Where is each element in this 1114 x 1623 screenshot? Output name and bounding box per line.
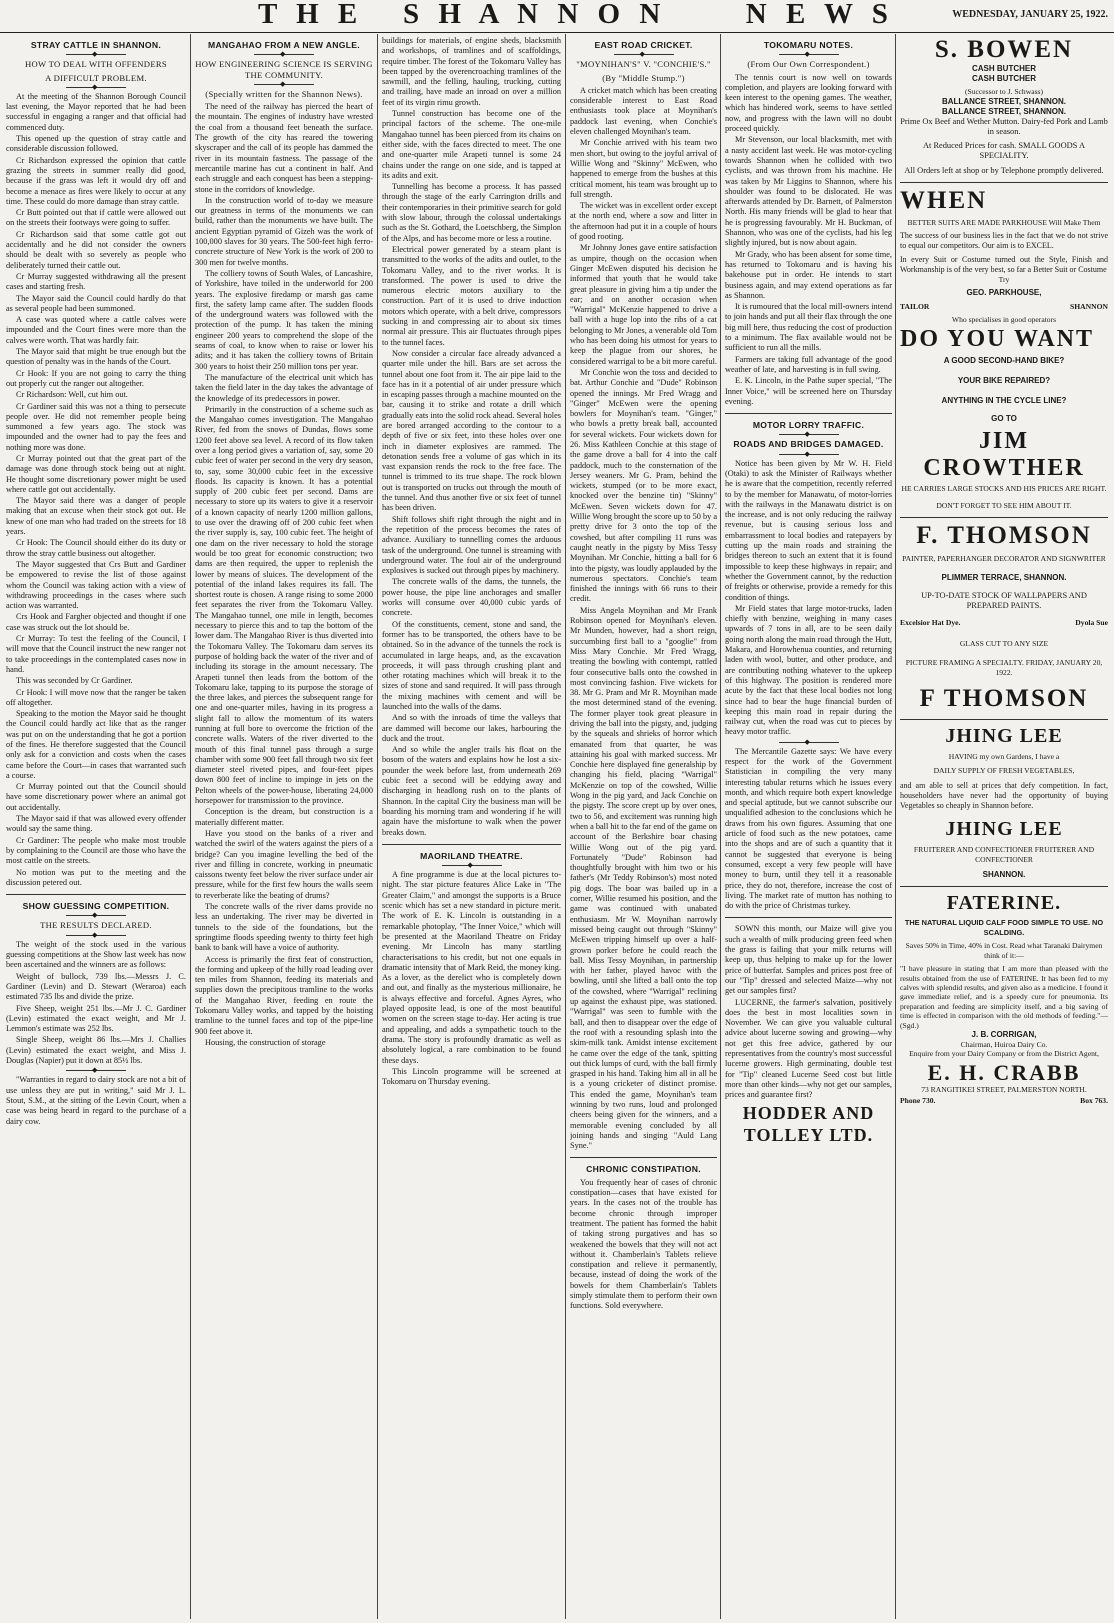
ad-thomson [900, 517, 1108, 713]
ad-line: BALLANCE STREET, SHANNON. [941, 106, 1066, 116]
headline-divider [66, 54, 126, 55]
column-4 [570, 36, 717, 1619]
column-rule [377, 34, 378, 1619]
paragraph: LUCERNE, the farmer's salvation, positively does the best in most localities sown in November. We can give you valuable cultural advice about lucerne sowing and growing—why not get this free advice, gathered by our representatives from the country's most successful lucerne growers. High germinating, double test for "Tip" cleaned Lucerne Seed cost but little more than other kinds—why not get our samples, prices and guarantee first? [725, 997, 892, 1100]
ad-line: Excelsior Hat Dye. [900, 618, 961, 628]
paragraph: The wicket was in excellent order except at the north end, where a sow and litter in the afternoon had put it in a couple of hours of good rooting. [570, 201, 717, 242]
paragraph: Of the constituents, cement, stone and sand, the former has to be transported, the others have to be obtained. So in the advance of the tunnels the rock is accumulated in large heaps, and, as the excavation proceeds, it will pass through crushing plant and other rotating machines which will break it to the sizes of stone and sand required. It will pass through the mixing machines with cement and will be launched into the walls of the dams. [382, 619, 561, 711]
ad-line: Who specialises in good operators [951, 315, 1057, 325]
paragraph: Electrical power generated by a steam plant is transmitted to the works of the adits and outlet, to the Tokomaru Valley, and to the river works. It is transformed. The power is used to drive the numerous electric motors auxiliary to the construction. Part of it is used to drive induction motors which operate, with a belt drive, compressors sucking in and compressing air to about six times normal air pressure. This air fluctuates through pipes to the tunnel faces. [382, 244, 561, 347]
column-rule [720, 34, 721, 1619]
ad-line: PAINTER, PAPERHANGER DECORATOR AND SIGNWRITER [902, 553, 1106, 563]
ad-line: (Successor to J. Schwass) [964, 87, 1044, 96]
subheadline: (From Our Own Correspondent.) [747, 59, 870, 70]
paragraph: Conception is the dream, but construction is a materially different matter. [195, 807, 373, 827]
ad-parkhouse [900, 182, 1108, 325]
ad-line: Saves 50% in Time, 40% in Cost. Read what Taranaki Dairymen think of it:— [905, 941, 1103, 960]
headline-divider [66, 915, 126, 916]
paragraph: Access is primarily the first feat of construction, the forming and upkeep of the hilly road leading over ten miles from Shannon, feeding its materials and supplies down the precipitous tramline to the works of the Mangahao River, feeding en route the Tokomaru Valley works, and tapped by the hoisting tramline to the tunnel faces and top of the pipe-line 900 feet above it. [195, 954, 373, 1036]
paragraph: Mr Conchie won the toss and decided to bat. Arthur Conchie and "Dude" Robinson opened the innings. Mr Fred Wragg and "Ginger" McEwen were the opening bowlers for Moynihan's team. "Ginger," who bowls a pretty break ball, accounted for several wickets. Four wickets down for 26. Miss Kathleen Conchie at this stage of the game drove a ball for 4 into the calf paddock, much to the consternation of the Jersey weaners. Mr G. Pram, behind the wickets, stumped (or to be more exact, knocked over the benzine tin) "Skinny" McEwen. Seven wickets down for 47. Willie Wong brought the score up to 50 by a pretty drive for 3 onto the top of the cowshed, but after compiling 11 runs was caught neatly in the pigsty by Miss Tessy Moynihan. Mr Conchie, hitting a ball for 6 into the pigsty, was loudly applauded by the numerous spectators. Conchie's team finished the innings with 66 runs to their credit. [570, 367, 717, 604]
headline-maoriland-theatre: MAORILAND THEATRE. [420, 850, 523, 861]
ad-line: HAVING my own Gardens, I have a [948, 752, 1060, 762]
paragraph: Cr Murray: To test the feeling of the Council, I will move that the Council instruct the new ranger not to take proceedings in the contemplated cases now in hand. [6, 634, 186, 674]
subheadline: HOW TO DEAL WITH OFFENDERS [25, 59, 167, 70]
ad-row [900, 1096, 1108, 1106]
paragraph: Cr Gardiner said this was not a thing to persecute people over. He did not remember people being summoned a few years ago. The stock was impounded and the owner had to pay the fees and nothing more was done. [6, 401, 186, 452]
paragraph: Five Sheep, weight 251 lbs.—Mr J. C. Gardiner (Levin) estimated the exact weight, and Mr J. Lemmon's estimate was 252 lbs. [6, 1003, 186, 1034]
headline-show-guessing: SHOW GUESSING COMPETITION. [22, 901, 170, 912]
ad-line: SHANNON. [982, 870, 1026, 880]
subheadline: ROADS AND BRIDGES DAMAGED. [733, 439, 884, 450]
paragraph: This opened up the question of stray cattle and considerable discussion followed. [6, 134, 186, 154]
headline-divider [66, 87, 126, 88]
do-you-want-heading: DO YOU WANT [900, 325, 1095, 352]
ad-line: PLIMMER TERRACE, SHANNON. [941, 573, 1067, 583]
jhing-lee-name-repeat: JHING LEE [945, 818, 1063, 841]
hodder-tolley-ad-title: HODDER AND TOLLEY LTD. [742, 1102, 875, 1145]
column-6-ads [900, 36, 1108, 1619]
paragraph: The need of the railway has pierced the heart of the mountain. The engines of industry have wrested the coal from a thousand feet beneath the surface. The growth of the city has reared the towering skyscraper and the call of its people has dammed the river in its mountain fastness. The passage of the mercantile marine has cut a continent in half. And each struggle and each conquest has been a stepping-stone in the corridors of knowledge. [195, 102, 373, 194]
headline-stray-cattle: STRAY CATTLE IN SHANNON. [30, 40, 162, 50]
ad-line: ANYTHING IN THE CYCLE LINE? [941, 395, 1067, 405]
thomson-name: F. THOMSON [916, 521, 1092, 549]
paragraph: Crs Hook and Fargher objected and thought if one case was struck out the lot should be. [6, 612, 186, 632]
ad-line: DON'T FORGET TO SEE HIM ABOUT IT. [936, 501, 1072, 511]
headline-divider [779, 742, 839, 743]
paragraph: The colliery towns of South Wales, of Lancashire, of Yorkshire, have toiled in the underworld for 200 years. The explosive firedamp or marsh gas came first, the safety lamp came after. The sudden floods of the underground waters was followed with the protection of the pump. It has taken the mining engineer 200 years to comprehend the slope of the seams of coal, to know when to raise or lower his adits; and it has taken the colliery towns of Britain 300 years to hoist their 250 million tons per year. [195, 268, 373, 371]
paragraph: The Mayor suggested that Crs Butt and Gardiner be empowered to revise the list of those against whom the Council was taking action with a view of withdrawing proceedings in the cases where such action was warranted. [6, 559, 186, 611]
column-3 [382, 36, 561, 1619]
paragraph: "Warranties in regard to dairy stock are not a bit of use unless they are put in writing," said Mr J. L. Stout, S.M., at the sitting of the Levin Court, when a case was being heard in regard to the purchase of a dairy cow. [6, 1075, 186, 1126]
paragraph: Tunnelling has become a process. It has passed through the stage of the early Carrington drills and their contemporaries in their primitive search for gold with slow labour, through the colossal undertakings such as the St. Gothard, the Loetschberg, the Simplon of the Alps, and has become more or less a routine. [382, 182, 561, 243]
column-1 [6, 36, 186, 1619]
paragraph: Cr Murray suggested withdrawing all the present cases and starting fresh. [6, 271, 186, 292]
paragraph: Housing, the construction of storage [205, 1037, 326, 1047]
paragraph: Cr Hook: I will move now that the ranger be taken off altogether. [6, 687, 186, 707]
ad-line: Dyola Sue [1075, 618, 1108, 628]
paragraph: Shift follows shift right through the night and in the repetition of the process becomes the rates of advance. Auxiliary to tunnelling comes the arduous task of the underground. One tunnel is streaming with underground water. The foul air of the underground explosives is sucked out through pipes by machinery. [382, 514, 561, 576]
faterine-name: FATERINE. [946, 892, 1062, 915]
paragraph: Have you stood on the banks of a river and watched the swirl of the waters against the piers of a bridge? Can you imagine levelling the bed of the river and filling in concrete, working in pneumatic caissons twenty feet below the river surface under air pressure, while for the first few hours the walls seem to reverberate like the beating of drums? [195, 828, 373, 900]
headline-divider [254, 84, 314, 85]
paragraph: And so with the inroads of time the valleys that are dammed will become our lakes, harbouring the duck and the trout. [382, 713, 561, 743]
paragraph: Cr Hook: If you are not going to carry the thing out properly cut the ranger out altogether. [6, 368, 186, 388]
article-divider [725, 917, 892, 918]
headline-tokomaru-notes: TOKOMARU NOTES. [763, 40, 854, 50]
headline-divider [66, 935, 126, 936]
ad-line: SHANNON [1070, 302, 1108, 311]
paragraph: Mr Johnny Jones gave entire satisfaction as umpire, though on the occasion when Ginger McEwen disputed his decision he informed that youth that he would take great pleasure in giving him a tip under the ear; and on another occasion when "Warrigal" McKenzie happened to drive a ball with a huge lop into the ribs of a cat belonging to Mr Jones, a venerable old Tom who has been doing his utmost for years to keep the plague from our shores, he considered warrigal to be a bit more careful. [570, 243, 717, 366]
ad-line: Try [998, 274, 1010, 284]
when-heading: WHEN [900, 187, 988, 214]
article-divider [725, 413, 892, 414]
paragraph: Cr Richardson: Well, cut him out. [16, 390, 128, 400]
ad-crowther [900, 327, 1108, 511]
newspaper-title: T H E S H A N N O N N E W S [258, 0, 894, 30]
ad-line: Chairman, Huiroa Dairy Co. [960, 1039, 1048, 1049]
paragraph: A fine programme is due at the local pictures to-night. The star picture features Alice Lake in "The Greater Claim," and amongst the supports is a Bruce scenic which has set a new standard in picture merit. The work of E. K. Lincoln is outstanding in a remarkable photoplay, "The Inner Voice," which will be presented at the Maoriland Theatre on Friday evening. Mr Lincoln has many startling characterisations to his credit, but not one equals in dramatic intensity that of Mark Reid, the money king. As a lover, as the derelict who is completely down and out, and finally as the mysterious millionaire, he is always effective and forceful. Agnes Ayres, who played opposite lead, is one of the most beautiful women on the screen stage to-day. Her acting is true and appealing, and adds a sympathetic touch to the drama. The story is profoundly dramatic as well as absolutely logical, a rare combination to be found these days. [382, 870, 561, 1065]
paragraph: Speaking to the motion the Mayor said he thought the Council could hardly act like that as the ranger was put on on the understanding that he got a portion of the fines. He therefore suggested that the Council only ask for a conviction and costs when the cases came before the Court—in cases that warranted such a course. [6, 709, 186, 780]
paragraph: Miss Angela Moynihan and Mr Frank Robinson opened for Moynihan's eleven. Mr Munden, however, had a short reign, succumbing first ball to a "googlie" from Miss Mary Conchie. Mr Fred Wragg, treating the bowling with contempt, rattled four consecutive balls onto the cowshed in most convincing fashion. Five wickets for 38. Mr G. Pram and Mr R. Moynihan made the most determined stand of the evening. The former player took great pleasure in driving the ball into the pigsty, and, judging by the squeals and shrieks of horror which emanated from that quarter, he was attaining his goal with marked success. Mr Conchie here displayed fine generalship by changing his field, placing "Warrigal" McKenzie on top of the cowshed, Willie Wong in the pig yard, and Jack Conchie on the pigsty. The score crept up by over ones, two to 56, and excitement was running high when a ball hit to the far end of the game on account of the Berkshire boar chasing Willie Wong out of the pig yard. Fortunately "Dude" Robinson had thoughtfully brought with him two or his father's (Mr Teddy Robinson's) most noted pig dogs. The boar was bailed up in a corner, Willie resumed his position, and the game was continued with unabated enthusiasm. Mr W. Moynihan narrowly missed being caught out through "Skinny" McEwen tripping himself up over a half-grown porker before he could reach the ball. Miss Tessy Moynihan, in partnership with her father, played havoc with the bowling, until she lifted a ball onto the top of the cowshed, where "Warrigal" reclining up against the exhaust pipe, was stationed. "Warrigal" was seen to fumble with the ball, and then to disappear over the edge of the roof with a resounding splash into the skim-milk tank. Amidst intense excitement he came over the edge of the tank, spitting out thick lumps of curd, with the ball firmly grasped in his hand. Taking him all in all he is a young cricketer of distinct promise. This ended the game, Moynihan's team winning by two runs, loud and prolonged cheers being given for the winners, and a memorable evening concluded by all joining hands and singing "Auld Lang Syne." [570, 605, 717, 1151]
ad-line: DAILY SUPPLY OF FRESH VEGETABLES, [933, 765, 1075, 775]
subheadline: "MOYNIHAN'S" V. "CONCHIE'S." [576, 59, 711, 70]
ad-line: All Orders left at shop or by Telephone promptly delivered. [904, 165, 1104, 175]
subheadline: HOW ENGINEERING SCIENCE IS SERVING THE COMMUNITY. [195, 59, 373, 80]
paragraph: E. K. Lincoln, in the Pathe super special, "The Inner Voice," will be screened here on Thursday evening. [725, 376, 892, 406]
ad-line: Enquire from your Dairy Company or from the District Agent, [909, 1049, 1099, 1059]
ad-line: GO TO [991, 413, 1017, 423]
paragraph: At the meeting of the Shannon Borough Council last evening, the Mayor reported that he had been successful in engaging a ranger and that official had commenced duty. [6, 91, 186, 132]
ad-line: THE NATURAL LIQUID CALF FOOD SIMPLE TO USE. NO SCALDING. [904, 918, 1104, 938]
parkhouse-name: GEO. PARKHOUSE, [966, 288, 1042, 297]
ad-line: PICTURE FRAMING A SPECIALTY. FRIDAY, JANUARY 20, 1922. [905, 658, 1103, 677]
ad-line: FRUITERER AND CONFECTIONER FRUITERER AND CONFECTIONER [913, 845, 1095, 864]
paragraph: This was seconded by Cr Gardiner. [16, 676, 133, 686]
ad-line: At Reduced Prices for cash. SMALL GOODS A SPECIALITY. [922, 140, 1086, 160]
paragraph: Tunnel construction has become one of the principal factors of the scheme. The one-mile Mangahao tunnel has been pierced from its chains on either side, with the faces directed to meet. The one and one-quarter mile Arapeti tunnel is some 24 chains under the range on one side, and is tapped at its adits and exit. [382, 109, 561, 180]
subheadline: (By "Middle Stump.") [602, 72, 685, 83]
ad-line: A GOOD SECOND-HAND BIKE? [943, 355, 1065, 365]
subheadline: (Specially written for the Shannon News). [205, 88, 363, 99]
headline-cricket: EAST ROAD CRICKET. [594, 40, 693, 50]
paragraph: The Mayor said that might be true enough but the question of penalty was in the hands of the Court. [6, 347, 186, 367]
paragraph: The manufacture of the electrical unit which has taken the field later in the day takes the advantage of the knowledge of its predecessors in power. [195, 372, 373, 403]
column-5 [725, 36, 892, 1619]
ad-line: J. B. CORRIGAN, [971, 1029, 1037, 1039]
column-rule [565, 34, 566, 1619]
ad-row [900, 302, 1108, 312]
paragraph: And so while the angler trails his float on the bosom of the waters and explains how he lost a six-pounder the week before last, from underneath 269 cubic feet a second will be eddying away and discharging in headlong rush on to the plants of Shannon. In the capital City the business man will be boarding his morning tram and wondering if he will again have the misfortune to walk when the power breaks down. [382, 745, 561, 837]
paragraph: You frequently hear of cases of chronic constipation—cases that have existed for years. In the cases not of the trouble has become chronic through improper treatment. The patient has formed the habit of taking strong purgatives and has so weakened the bowels that they will not act without it. Chamberlain's Tablets relieve constipation and relieve it permanently, because, instead of doing the work of the bowels for them Chamberlain's Tablets simply stimulate them to perform their own functions. Sold everywhere. [570, 1177, 717, 1311]
column-rule [190, 34, 191, 1619]
paragraph: This Lincoln programme will be screened at Tokomaru on Thursday evening. [382, 1066, 561, 1087]
ad-line: Box 763. [1080, 1096, 1108, 1106]
article-divider [570, 1157, 717, 1158]
ad-jhing-lee [900, 719, 1108, 880]
ad-line: The success of our business lies in the fact that we do not strive to equal our competitors. Our aim is to EXCEL. [900, 230, 1108, 250]
paragraph: Mr Stevenson, our local blacksmith, met with a nasty accident last week. He was motor-cycling towards Shannon when he collided with two cyclists, and was thrown from his machine. He was taken by Mr Liggins to Shannon, where his shoulder was found to be dislocated. He was afterwards attended by Dr. Barnett, of Palmerston North. His many friends will be glad to hear that he is progressing favourably. Mr H. Buckman, of Shannon, who was one of the cyclists, had his leg slightly injured, but is now about again. [725, 135, 892, 248]
paragraph: No motion was put to the meeting and the discussion petered out. [6, 867, 186, 887]
bowen-name: S. BOWEN [934, 36, 1074, 63]
issue-date: WEDNESDAY, JANUARY 25, 1922. [952, 9, 1108, 20]
paragraph: The weight of the stock used in the various guessing competitions at the Show last week has now been ascertained and the winners are as follows: [6, 939, 186, 970]
thomson-name-repeat: F THOMSON [919, 685, 1089, 713]
headline-motor-lorry: MOTOR LORRY TRAFFIC. [752, 420, 865, 431]
jhing-lee-name: JHING LEE [945, 725, 1063, 748]
paragraph: The concrete walls of the river dams provide no less an undertaking. The river may be diverted in tunnels to the side of the foundations, but the springtime floods speeding twenty to thirty feet high bank to bank will have a voice of authority. [195, 902, 373, 953]
paragraph: Mr Field states that large motor-trucks, laden chiefly with benzine, weighing in many cases upwards of 7 tons in all, are to be seen daily going north along the main road through the Hutt, Makara, and Horowhenua counties, and returning laden with wool, butter, and other produce, and are contributing nothing whatever to the upkeep of this highway. The position is rendered more acute by the fact that these local bodies not long since had to bear the huge financial burden of keeping this main road in repair during the railway cut, when the road was cut to pieces by heavy motor traffic. [725, 603, 892, 737]
paragraph: Single Sheep, weight 86 lbs.—Mrs J. Challies (Levin) estimated the exact weight, and Miss J. Douglas (Napier) put it down at 85½ lbs. [6, 1035, 186, 1066]
paragraph: Cr Butt pointed out that if cattle were allowed out on the streets their footways were going to suffer. [6, 208, 186, 228]
paragraph: Primarily in the construction of a scheme such as the Mangahao comes investigation. The Mangahao River, fed from the snows of Dundas, flows some 1200 feet above sea level. A record of its flow taken over a long period gives a variation of, say, some 20 cubic feet of water per second in the very dry season, to, say, some 30,000 cubic feet in the excessive floods. Its capacity is known. It has a potential supply of 200 cubic feet per second. Dams are necessary to store up its waters to give it a reservoir of a known capacity of nearly 1200 million gallons, to use over the drawing off of 200 cubic feet when the river supply is, say, 100 cubic feet. The height of one dam on the river necessary to hold the storage would be too great for economic construction; two dams are then required, the upper to replenish the lower by means of sluices. The development of the potential of the inland lakes requires its fall. The shortest route is chosen. A range rising to some 2000 feet separates the river from the Tokomaru Valley. The Mangahao tunnel, one mile in length, becomes necessary to pierce this and to tap the bottom of the lower dam. The Mangahao River is thus diverted into the Tokomaru Valley. The Tokomaru dam serves its purpose of holding back the water of the river and of including its storage in the amount necessary. The Arapeti tunnel then leads from the bottom of the Tokomaru lake, tapping to its purpose the storage of the three lakes, and pierces the subsequent range for one and one-quarter miles, having in its progress a slight fall to allow the momentum of its waters running at full bore to overcome the friction of the concrete walls. Waters of the river diverted to the mouth of this final tunnel pass through a surge chamber with some 900 feet fall through two six feet diameter steel riveted pipes, and four-feet pipes down 800 feet of incline to impinge in jets on the Pelton wheels of the power-house, liberating 24,000 horsepower for transmission to the province. [195, 404, 373, 806]
paragraph: Cr Hook: The Council should either do its duty or throw the stray cattle business out altogether. [6, 538, 186, 558]
paragraph: The Mayor said the Council could hardly do that as several people had been summoned. [6, 293, 186, 313]
paragraph: buildings for materials, of engine sheds, blacksmith and workshops, of tramlines and of scaffoldings, require timber. The forest of the Tokomaru Valley has been tapped by the overencroaching tramlines of the sawmill, and the felling, hauling, trucking, cutting and trailing, have made an inroad on over a million feet of its virgin rimu growth. [382, 36, 561, 107]
paragraph: Cr Murray pointed out that the great part of the damage was done through stock being out at night. He thought some discretionary power might be used where cattle got out accidentally. [6, 453, 186, 494]
crabb-name: E. H. CRABB [927, 1059, 1081, 1085]
column-rule [895, 34, 896, 1619]
headline-divider [66, 1070, 126, 1071]
headline-divider [254, 54, 314, 55]
headline-divider [779, 434, 839, 435]
paragraph: Now consider a circular face already advanced a quarter mile under the hill. Bars are set across the tunnel about one foot from it. The air pipe laid to the face has in it a potential of air under pressure which in escaping passes through a machine mounted on the bar, causing it to strike and rotate a drill which gradually eats into the solid rock ahead. Several holes are bored arranged according to the contour to a depth of five or six feet, into these holes over one inch in diameter explosives are rammed. The detonation sends free a volume of gas which in its vast expansion rends the rock to the free face. The tunnel is trimmed to its true shape. The rock blown out is transported on trucks out through the mouth of the tunnel. And thus another five or six feet of tunnel has been driven. [382, 348, 561, 513]
paragraph: Mr Conchie arrived with his team two men short, but owing to the joyful arrival of Willie Wong and "Skinny" McEwen, who happened to emerge from the bushes at this critical moment, his team was brought up to full strength. [570, 138, 717, 199]
ad-line: GLASS CUT TO ANY SIZE [959, 638, 1049, 648]
paragraph: In the construction world of to-day we measure our greatness in terms of the monuments we can build, rather than the monuments we have built. The ancient Egyptian pyramid of Gizeh was the work of 100,000 slaves for 30 years. The 500-feet high ferro-concrete structure of New York is the work of 200 to 300 men for twelve months. [195, 195, 373, 267]
ad-line: "I have pleasure in stating that I am more than pleased with the results obtained from the use of FATERINE. It has been fed to my calves with splendid results, and given also as a medicine. I found it gave immediate relief, and is a speedy cure for pneumonia. Its preparation and feeding are simplicity itself, and a big saving of time is effected in comparison with the old methods of feeding."—(Sgd.) [900, 964, 1108, 1030]
masthead [0, 0, 1114, 33]
paragraph: Cr Richardson said that some cattle got out accidentally and he did not consider the owners should be dealt with so severely as people who deliberately turned their cattle out. [6, 229, 186, 270]
ad-line: BALLANCE STREET, SHANNON. [941, 96, 1066, 106]
ad-line: In every Suit or Costume turned out the Style, Finish and Workmanship is of the very best, so far a Better Suit or Costume [900, 254, 1108, 274]
ad-line: BETTER SUITS ARE MADE PARKHOUSE Will Make Them [907, 218, 1101, 227]
article-divider [382, 844, 561, 845]
paragraph: Mr Grady, who has been absent for some time, has returned to Tokomaru and is having his bakehouse put in order. He intends to start business again, and may extend operations as far as Shannon. [725, 249, 892, 300]
crowther-name: JIM CROWTHER [923, 427, 1085, 481]
ad-row [900, 618, 1108, 628]
paragraph: A case was quoted where a cattle calves were impounded and the Court fines were more than the calves were worth. That was hardly fair. [6, 315, 186, 345]
paragraph: Cr Murray pointed out that the Council should have some discretionary power where an animal got out accidentally. [6, 782, 186, 812]
ad-line: CASH BUTCHER [972, 74, 1036, 83]
ad-line: YOUR BIKE REPAIRED? [957, 375, 1051, 385]
paragraph: Farmers are taking full advantage of the good weather of late, and harvesting is in full swing. [725, 354, 892, 374]
paragraph: Cr Gardiner: The people who make most trouble by complaining to the Council are those who have the most cattle on the streets. [6, 835, 186, 866]
headline-divider [779, 54, 839, 55]
paragraph: SOWN this month, our Maize will give you such a wealth of milk producing green feed when the grass is failing that your milk returns will keep up, thus helping to make up for the lower price of butterfat. Samples and prices post free of our "Tip" dressed and selected Maize—why not get our samples first? [725, 924, 892, 996]
ad-line: Phone 730. [900, 1096, 936, 1106]
paragraph: Notice has been given by Mr W. H. Field (Otaki) to ask the Minister of Railways whether he is aware that the competition, recently referred to by the member for Manawatu, of motor-lorries with the railways in the Manawatu district is on the increase, and is not only reducing the railway revenue, but is causing serious loss and embarrassment to local bodies and ratepayers by cutting up the main roads and straining the bridges thereon to such an extent that it is found impossible to keep these highways in repair; and whether the Government cannot, by the reduction of freights or otherwise, provide a remedy for this condition of things. [725, 458, 892, 602]
headline-divider [779, 454, 839, 455]
ad-line: Prime Ox Beef and Wether Mutton. Dairy-fed Pork and Lamb in season. [900, 116, 1108, 136]
paragraph: The concrete walls of the dams, the tunnels, the power house, the pipe line anchorages and smaller works will consume over 40,000 cubic yards of concrete. [382, 577, 561, 618]
ad-bowen [900, 36, 1108, 176]
paragraph: The Mercantile Gazette says: We have every respect for the work of the Government Statistician in compiling the very many interesting tabular returns which he issues every month, and which require both expert knowledge and special aptitude, but we cannot subscribe our unqualified adhesion to the conclusions which he draws from his own figures. Assuming that one article of food such as the new potatoes, came into the shops and are of such a quantity that it cannot be suggested that everyone is being consumed, except a very few people will have money to burn, until they tell it a reasonable price, they do not, therefore, increase the cost of living. The market rate of mutton has nothing to do with the price of Christmas turkey. [725, 746, 892, 911]
ad-line: HE CARRIES LARGE STOCKS AND HIS PRICES ARE RIGHT. [901, 483, 1107, 493]
ad-faterine [900, 886, 1108, 1107]
column-2 [195, 36, 373, 1619]
headline-divider [614, 54, 674, 55]
ad-line: and am able to sell at prices that defy competition. In fact, householders have never had the opportunity of buying Vegetables so cheaply in Shannon before. [900, 781, 1108, 811]
subheadline: A DIFFICULT PROBLEM. [45, 72, 147, 83]
subheadline: THE RESULTS DECLARED. [40, 920, 152, 931]
ad-line: 73 RANGITIKEI STREET, PALMERSTON NORTH. [921, 1084, 1087, 1094]
paragraph: The Mayor said if that was allowed every offender would say the same thing. [6, 814, 186, 834]
ad-line: UP-TO-DATE STOCK OF WALLPAPERS AND PREPARED PAINTS. [921, 591, 1087, 610]
paragraph: Weight of bullock, 739 lbs.—Messrs J. C. Gardiner (Levin) and D. Stewart (Weraroa) each estimated 735 lbs and divide the prize. [6, 971, 186, 1002]
headline-mangahao: MANGAHAO FROM A NEW ANGLE. [208, 40, 360, 50]
headline-constipation: CHRONIC CONSTIPATION. [586, 1164, 701, 1175]
paragraph: Cr Richardson expressed the opinion that cattle grazing the streets in summer really did good, because if the grass was left it would dry off and become a menace as fires were likely to occur at any time. These could do more damage than stray cattle. [6, 155, 186, 206]
headline-divider [442, 865, 502, 866]
paragraph: The Mayor said there was a danger of people making that an excuse when their stock got out. He knew of one man who had traded on the streets for 18 years. [6, 496, 186, 537]
paragraph: The tennis court is now well on towards completion, and players are looking forward with keen interest to the opening games. The weather, which has hindered work, seems to have settled now, and progress with the lawn will no doubt proceed quickly. [725, 72, 892, 134]
paragraph: It is rumoured that the local mill-owners intend to join hands and put all their flax through the one big mill here, thus reducing the cost of production to a minimum. The flax available would not be sufficient to run all the mills. [725, 302, 892, 353]
paragraph: A cricket match which has been creating considerable interest to East Road enthusiasts took place at Moynihan's paddock last evening, when Conchie's eleven challenged Moynihan's team. [570, 85, 717, 137]
ad-line: CASH BUTCHER [972, 64, 1036, 73]
ad-line: TAILOR [900, 302, 930, 311]
article-divider [6, 894, 186, 895]
